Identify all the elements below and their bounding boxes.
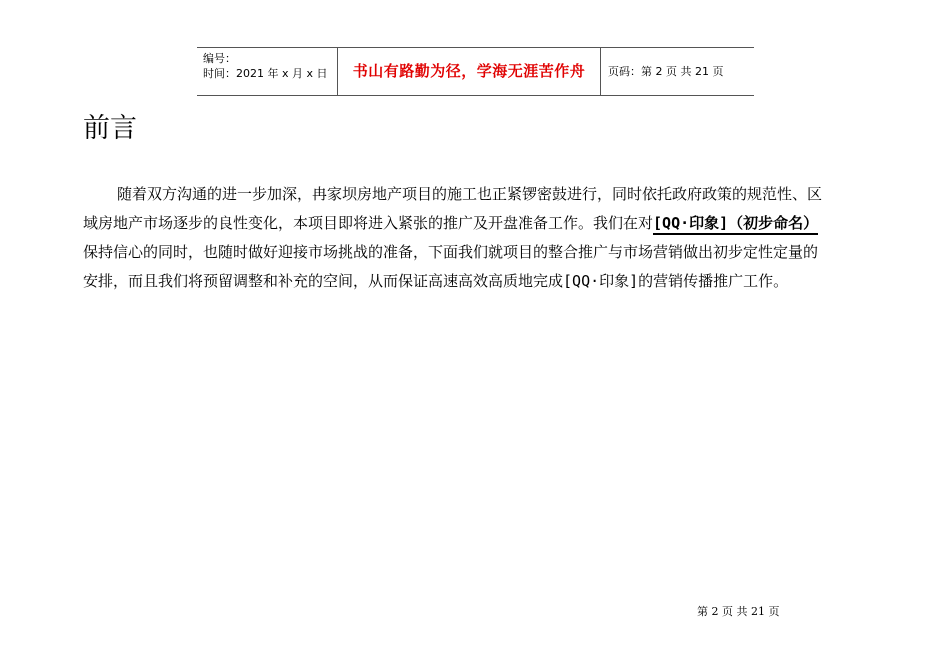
paragraph-line-4-text-a: 安排，而且我们将预留调整和补充的空间，从而保证高速高效高质地完成: [83, 272, 564, 290]
paragraph-line-1: 随着双方沟通的进一步加深，冉家坝房地产项目的施工也正紧锣密鼓进行，同时依托政府政策的规范性、区: [117, 185, 823, 203]
paragraph-line-2-text: 域房地产市场逐步的良性变化，本项目即将进入紧张的推广及开盘准备工作。我们在对: [83, 214, 654, 232]
paragraph-line-2: [83, 209, 875, 238]
project-name-highlight: [QQ·印象]: [653, 214, 728, 235]
preface-paragraph: [83, 180, 875, 296]
page-footer-number: 第 2 页 共 21 页: [697, 605, 780, 618]
header-page-info: 页码：第 2 页 共 21 页: [608, 65, 724, 78]
page-title: 前言: [83, 113, 137, 144]
page-header: [197, 47, 754, 96]
header-date-label: 时间：2021 年 x 月 x 日: [203, 67, 328, 80]
header-number-label: 编号：: [203, 52, 236, 65]
project-name-inline: [QQ·印象]: [563, 272, 639, 290]
paragraph-line-4: [83, 267, 875, 296]
header-motto: 书山有路勤为径，学海无涯苦作舟: [338, 48, 601, 95]
header-meta-cell: [197, 48, 338, 95]
naming-note-highlight: （初步命名）: [728, 214, 818, 235]
paragraph-line-4-text-c: 的营销传播推广工作。: [638, 272, 789, 290]
paragraph-line-3: 保持信心的同时，也随时做好迎接市场挑战的准备，下面我们就项目的整合推广与市场营销做出初步定性定量的: [83, 243, 819, 261]
